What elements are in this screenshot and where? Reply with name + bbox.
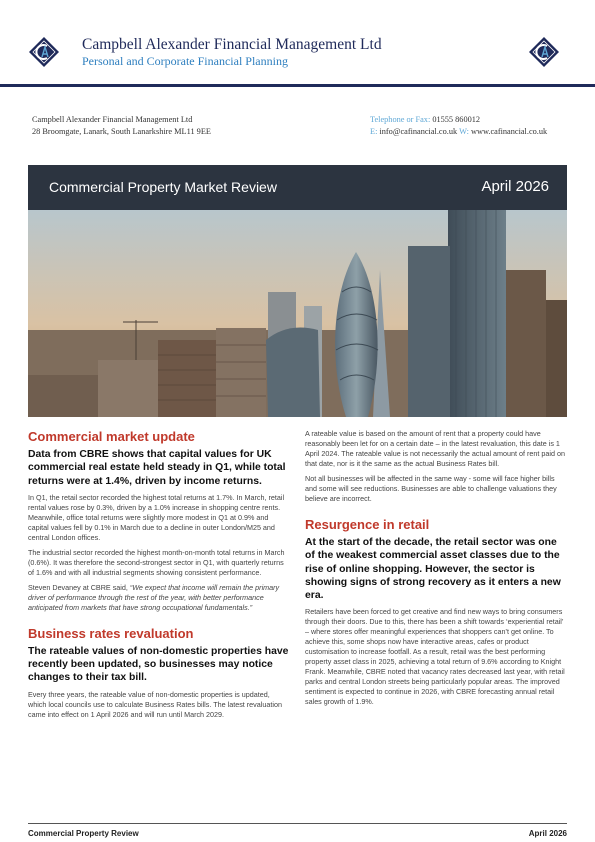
title-banner: [28, 165, 567, 210]
web-label: W:: [459, 127, 469, 136]
phone-number[interactable]: 01555 860012: [432, 115, 481, 124]
business-rates-paragraph-3: Not all businesses will be affected in the same way - some will face higher bills and some will see reductions. Businesses are able to challenge valuations they believe are incorrect.: [305, 474, 557, 503]
quote-attribution: Steven Devaney at CBRE said,: [28, 582, 130, 592]
business-rates-paragraph-2: A rateable value is based on the amount of rent that a property could have reasonably been let for on a certain date – in the latest revaluation, this date is 1 April 2024. The rateable value is not necessarily the actual amount of rent paid on that date, nor is it the same as the actual Business Rates bill.: [305, 429, 565, 468]
firm-logo-right-icon: [528, 36, 560, 68]
business-rates-lead: The rateable values of non-domestic properties have recently been updated, so businesses may notice changes to their tax bill.: [28, 645, 289, 684]
address-line-2: 28 Broomgate, Lanark, South Lanarkshire ML11 9EE: [32, 127, 211, 136]
email-link[interactable]: info@cafinancial.co.uk: [379, 127, 458, 136]
cbre-quote: “We expect that income will remain the primary driver of performance through the rest of the year, with better performance anticipated from markets that have strong occupational fundamentals.”: [28, 582, 280, 612]
retail-paragraph-1: Retailers have been forced to get creative and find new ways to bring consumers through their doors. Due to this, there has been a shift towards ‘experiential retail’ – where stores offer meaningful experiences that shoppers can’t get online. To achieve this, some shops now have interactive areas, cafes or product customisation to increase footfall. As a result, retail was the best performing property asset class in 2025, achieving a total return of 9.6% according to Knight Frank. Meanwhile, CBRE noted that vacancy rates decreased last year, with retail parks and central London streets being particularly popular areas. The improved sentiment is expected to continue in 2026, with CBRE forecasting annual retail sales growth of 1.9%.: [305, 607, 565, 707]
firm-logo-left-icon: [28, 36, 60, 68]
commercial-update-lead: Data from CBRE shows that capital values for UK commercial real estate held steady in Q1, while total returns were at 1.4%, driven by income returns.: [28, 449, 286, 487]
firm-name: Campbell Alexander Financial Management Ltd: [82, 36, 382, 53]
retail-heading: Resurgence in retail: [305, 517, 430, 532]
business-rates-heading: Business rates revaluation: [28, 625, 194, 641]
footer-date: April 2026: [528, 829, 567, 838]
web-link[interactable]: www.cafinancial.co.uk: [470, 127, 548, 136]
email-label: E:: [370, 127, 378, 136]
contact-block: [370, 114, 547, 138]
address-line-1: Campbell Alexander Financial Management Ltd: [32, 115, 193, 124]
left-column: [28, 429, 290, 725]
email-web-row: [370, 126, 547, 138]
firm-tagline: Personal and Corporate Financial Planning: [82, 54, 288, 68]
header-divider: [0, 84, 595, 87]
city-skyline-image: [28, 210, 567, 417]
address-block: [32, 114, 211, 138]
report-date: April 2026: [481, 178, 549, 195]
commercial-update-paragraph-3: [28, 583, 290, 613]
commercial-update-paragraph-1: In Q1, the retail sector recorded the highest total returns at 1.7%. In March, retail rental values rose by 0.3%, driven by a 1.0% increase in shopping centre rents. Meanwhile, office total returns were slightly more modest in Q1 at 0.9% and capital values fell by 0.1% in March due to a decline in outer London/M25 and central London offices.: [28, 492, 285, 542]
commercial-update-heading: Commercial market update: [28, 429, 195, 444]
right-column: [305, 429, 567, 712]
retail-lead: At the start of the decade, the retail sector was one of the weakest commercial asset classes due to the rise of online shopping. However, the sector is showing signs of strong recovery as it enters a new era.: [305, 537, 561, 602]
commercial-update-paragraph-2: The industrial sector recorded the highest month-on-month total returns in March (0.6%). It was therefore the second-strongest sector in Q1, with quarterly returns of 1.6% and with all industrial segments showing consistent performance.: [28, 547, 285, 577]
footer-divider: [28, 823, 567, 824]
footer-title: Commercial Property Review: [28, 829, 139, 838]
report-title: Commercial Property Market Review: [49, 179, 277, 195]
business-rates-paragraph-1: Every three years, the rateable value of non-domestic properties is updated, which local councils use to calculate Business Rates bills. The latest revaluation came into effect on 1 April 2026 and will run until March 2029.: [28, 689, 282, 719]
phone-label: Telephone or Fax:: [370, 115, 431, 124]
phone-row: [370, 114, 547, 126]
